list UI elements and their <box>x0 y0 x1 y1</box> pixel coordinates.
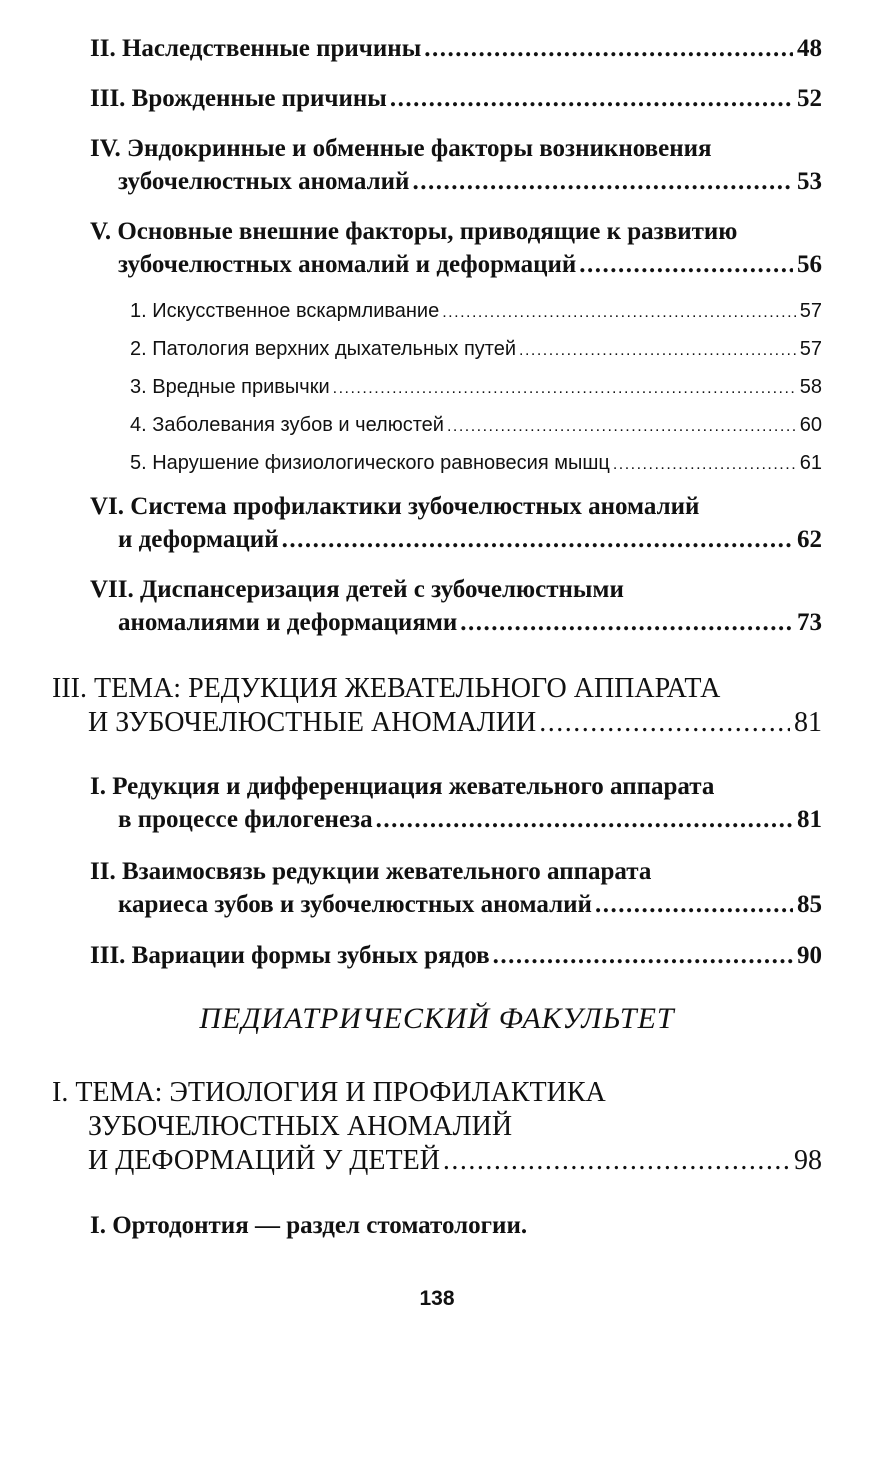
toc-leader-dots <box>613 452 796 478</box>
toc-entry-title-cont: и деформаций <box>118 526 279 553</box>
toc-page-number: 57 <box>799 338 822 360</box>
toc-page-number: 56 <box>797 251 822 278</box>
toc-page-number: 90 <box>797 942 822 969</box>
toc-subentry <box>130 412 822 440</box>
toc-entry-title: 4. Заболевания зубов и челюстей <box>130 414 444 436</box>
page-number: 138 <box>419 1287 455 1310</box>
toc-entry-title: III. Вариации формы зубных рядов <box>90 942 490 969</box>
toc-page-number: 48 <box>797 35 822 62</box>
toc-entry <box>90 215 822 281</box>
toc-entry-title-cont: зубочелюстных аномалий <box>118 168 410 195</box>
toc-leader-dots <box>539 706 790 740</box>
toc-page-number: 85 <box>797 891 822 918</box>
toc-leader-dots <box>519 338 796 364</box>
toc-leader-dots <box>595 888 793 921</box>
toc-entry-title: VII. Диспансеризация детей с зубочелюстными <box>90 576 624 603</box>
section-title: ПЕДИАТРИЧЕСКИЙ ФАКУЛЬТЕТ <box>199 1002 675 1035</box>
toc-entry-title: I. ТЕМА: ЭТИОЛОГИЯ И ПРОФИЛАКТИКА <box>52 1077 606 1108</box>
toc-page-number: 62 <box>797 526 822 553</box>
toc-page-number: 98 <box>794 1145 822 1176</box>
toc-entry-title: VI. Система профилактики зубочелюстных аномалий <box>90 493 700 520</box>
toc-leader-dots <box>333 376 796 402</box>
toc-page-number: 52 <box>797 85 822 112</box>
toc-topic-entry <box>52 672 822 740</box>
toc-entry-title: 1. Искусственное вскармливание <box>130 300 440 322</box>
toc-entry <box>90 573 822 639</box>
toc-leader-dots <box>390 82 793 115</box>
toc-entry-title-cont: аномалиями и деформациями <box>118 609 458 636</box>
toc-leader-dots <box>579 248 793 281</box>
toc-leader-dots <box>376 803 793 836</box>
toc-leader-dots <box>412 165 793 198</box>
toc-entry-title: I. Редукция и дифференциация жевательного аппарата <box>90 773 715 800</box>
toc-leader-dots <box>442 300 796 326</box>
toc-leader-dots <box>424 32 793 65</box>
toc-entry <box>90 132 822 198</box>
toc-subentry <box>130 298 822 326</box>
toc-page-number: 61 <box>799 452 822 474</box>
toc-entry-title: I. Ортодонтия — раздел стоматологии. <box>90 1212 528 1239</box>
toc-entry-title: 2. Патология верхних дыхательных путей <box>130 338 517 360</box>
toc-page-number: 73 <box>797 609 822 636</box>
toc-entry-title: III. Врожденные причины <box>90 85 387 112</box>
toc-page-number: 60 <box>799 414 822 436</box>
toc-entry-title-cont: И ЗУБОЧЕЛЮСТНЫЕ АНОМАЛИИ <box>88 707 537 738</box>
toc-entry-title: 3. Вредные привычки <box>130 376 330 398</box>
toc-leader-dots <box>447 414 796 440</box>
toc-entry-title: III. ТЕМА: РЕДУКЦИЯ ЖЕВАТЕЛЬНОГО АППАРАТА <box>52 673 721 704</box>
toc-entry-title: V. Основные внешние факторы, приводящие к развитию <box>90 218 738 245</box>
toc-topic-entry <box>52 1076 822 1178</box>
toc-page-number: 57 <box>799 300 822 322</box>
toc-entry <box>90 855 822 921</box>
toc-entry-title-cont: зубочелюстных аномалий и деформаций <box>118 251 577 278</box>
toc-entry <box>90 490 822 556</box>
toc-leader-dots <box>282 523 793 556</box>
toc-subentry <box>130 450 822 478</box>
toc-leader-dots <box>460 606 793 639</box>
toc-entry-title-cont: в процессе филогенеза <box>118 806 373 833</box>
toc-entry-title: II. Наследственные причины <box>90 35 422 62</box>
toc-entry <box>90 1209 822 1242</box>
toc-page-number: 81 <box>797 806 822 833</box>
toc-page-number: 58 <box>799 376 822 398</box>
toc-leader-dots <box>443 1144 790 1178</box>
toc-entry-title-cont: ЗУБОЧЕЛЮСТНЫХ АНОМАЛИЙ <box>88 1111 513 1142</box>
toc-page-number: 81 <box>794 707 822 738</box>
toc-subentry <box>130 374 822 402</box>
toc-page-number: 53 <box>797 168 822 195</box>
toc-entry <box>90 32 822 65</box>
toc-entry-title-cont: кариеса зубов и зубочелюстных аномалий <box>118 891 592 918</box>
toc-entry <box>90 939 822 972</box>
toc-leader-dots <box>493 939 793 972</box>
toc-entry-title-cont: И ДЕФОРМАЦИЙ У ДЕТЕЙ <box>88 1145 440 1176</box>
toc-entry-title: II. Взаимосвязь редукции жевательного аппарата <box>90 858 652 885</box>
toc-entry-title: 5. Нарушение физиологического равновесия мышц <box>130 452 610 474</box>
toc-entry-title: IV. Эндокринные и обменные факторы возникновения <box>90 135 712 162</box>
toc-entry <box>90 82 822 115</box>
toc-entry <box>90 770 822 836</box>
toc-subentry <box>130 336 822 364</box>
